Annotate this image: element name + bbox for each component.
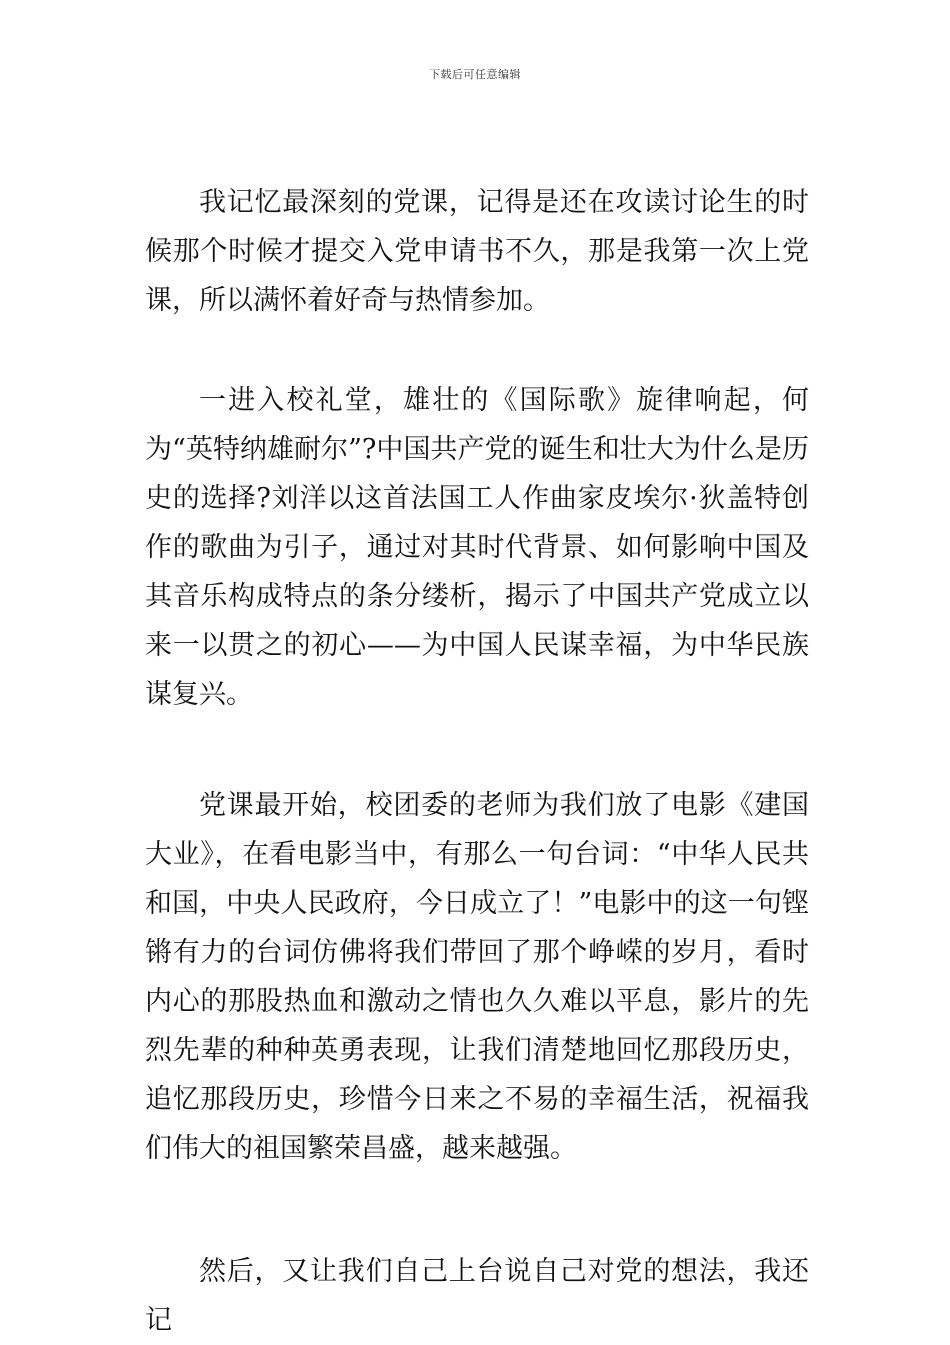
paragraph-spacer (145, 719, 809, 781)
paragraph-spacer (145, 325, 809, 376)
paragraph-3: 党课最开始，校团委的老师为我们放了电影《建国大业》，在看电影当中，有那么一句台词：“中华人民共和国，中央人民政府，今日成立了！”电影中的这一句铿锵有力的台词仿佛将我们带回了那个峥嵘的岁月，看时内心的那股热血和激动之情也久久难以平息，影片的先烈先辈的种种英勇表现，让我们清楚地回忆那段历史，追忆那段历史，珍惜今日来之不易的幸福生活，祝福我们伟大的祖国繁荣昌盛，越来越强。 (145, 790, 809, 1164)
paragraph-4: 然后，又让我们自己上台说自己对党的想法，我还记 (145, 1256, 809, 1336)
paragraph-2: 一进入校礼堂，雄壮的《国际歌》旋律响起，何为“英特纳雄耐尔”?中国共产党的诞生和壮大为什么是历史的选择?刘洋以这首法国工人作曲家皮埃尔·狄盖特创作的歌曲为引子，通过对其时代背景、如何影响中国及其音乐构成特点的条分缕析，揭示了中国共产党成立以来一以贯之的初心——为中国人民谋幸福，为中华民族谋复兴。 (145, 385, 809, 710)
page-header: 下载后可任意编辑 (429, 68, 521, 81)
paragraph-1: 我记忆最深刻的党课，记得是还在攻读讨论生的时候那个时候才提交入党申请书不久，那是我第一次上党课，所以满怀着好奇与热情参加。 (145, 187, 809, 316)
paragraph-spacer (145, 1173, 809, 1247)
document-body (145, 178, 809, 1345)
